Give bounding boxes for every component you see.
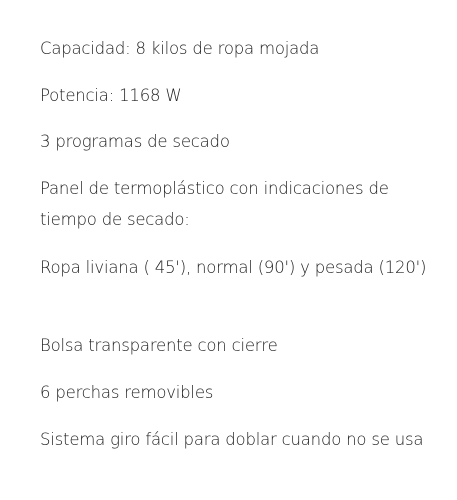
spec-sistema-giro: Sistema giro fácil para doblar cuando no se usa: [40, 430, 424, 449]
spec-perchas: 6 perchas removibles: [40, 383, 214, 402]
spec-potencia: Potencia: 1168 W: [40, 86, 182, 105]
spec-tiempos: Ropa liviana ( 45'), normal (90') y pesada (120'): [40, 258, 427, 277]
spec-bolsa: Bolsa transparente con cierre: [40, 336, 278, 355]
spec-panel: Panel de termoplástico con indicaciones de tiempo de secado:: [40, 179, 389, 229]
spec-capacidad: Capacidad: 8 kilos de ropa mojada: [40, 39, 320, 58]
spec-programas: 3 programas de secado: [40, 132, 230, 151]
